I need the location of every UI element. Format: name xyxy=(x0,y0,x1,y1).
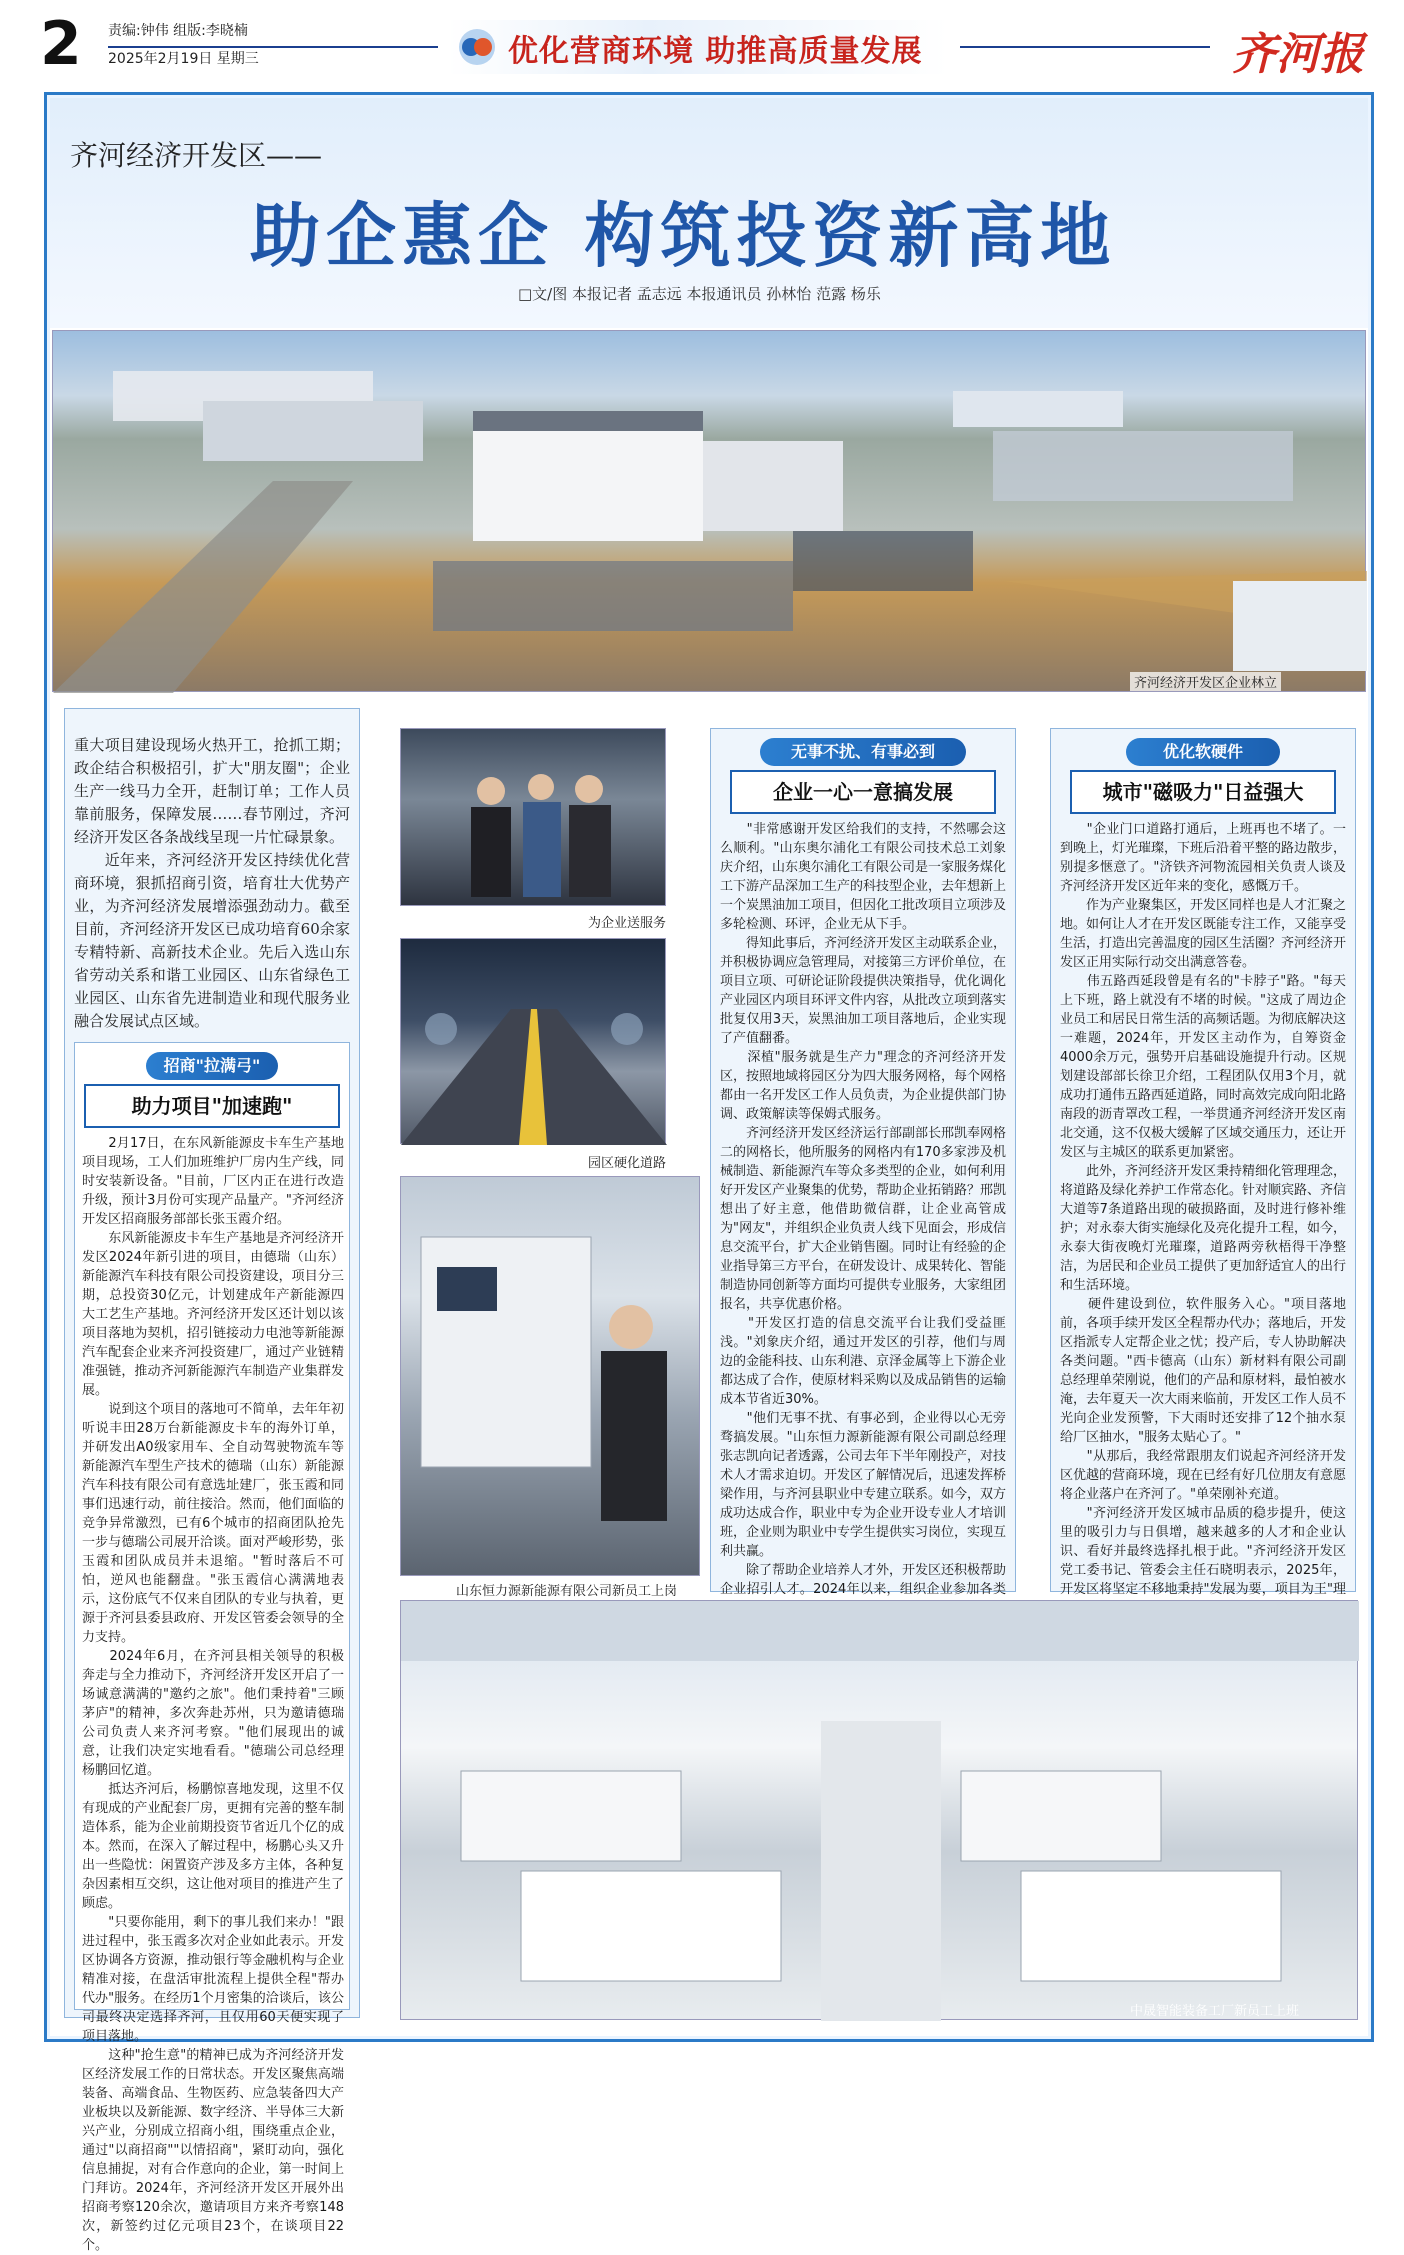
header-rule-right xyxy=(960,46,1210,48)
section2-body: "非常感谢开发区给我们的支持，不然哪会这么顺利。"山东奥尔浦化工有限公司技术总工刘象庆介绍，山东奥尔浦化工有限公司是一家服务煤化工下游产品深加工生产的科技型企业，去年想新上一个炭黑油加工项目，但因化工批改项目立项涉及多轮检测、环评，企业无从下手。 得知此事后，齐河经济开发区主动联系企业，并积极协调应急管理局，对接第三方评价单位，在项目立项、可研论证阶段提供决策指导，优化调化产业园区内项目环评文件内容，从批改立项到落实批复仅用3天，炭黑油加工项目落地后，企业实现了产值翻番。 深植"服务就是生产力"理念的齐河经济开发区，按照地域将园区分为四大服务网格，每个网格都由一名开发区工作人员负责，为企业提供部门协调、政策解读等保姆式服务。 齐河经济开发区经济运行部副部长邢凯奉网格二的网格长，他所服务的网格内有170多家涉及机械制造、新能源汽车等众多类型的企业，如何利用好开发区产业聚集的优势，帮助企业拓销路？邢凯想出了好主意，他借助微信群，让企业高管成为"网友"，并组织企业负责人线下见面会，形成信息交流平台，扩大企业销售圈。同时让有经验的企业指导第三方平台，在研发设计、成果转化、智能制造协同创新等方面均可提供专业服务，大家组团报名，共享优惠价格。 "开发区打造的信息交流平台让我们受益匪浅。"刘象庆介绍，通过开发区的引荐，他们与周边的金能科技、山东利港、京泽金属等上下游企业都达成了合作，使原材料采购以及成品销售的运输成本节省近30%。 "他们无事不扰、有事必到，企业得以心无旁骛搞发展。"山东恒力源新能源有限公司副总经理张志凯向记者透露，公司去年下半年刚投产，对技术人才需求迫切。开发区了解情况后，迅速发挥桥梁作用，与齐河县职业中专建立联系。如今，双方成功达成合作，职业中专为企业开设专业人才培训班，企业则为职业中专学生提供实习岗位，实现互利共赢。 除了帮助企业培养人才外，开发区还积极帮助企业招引人才。2024年以来，组织企业参加各类 xyxy=(720,822,1007,1597)
road-illustration xyxy=(401,939,667,1145)
newspaper-logo: 齐河报 xyxy=(1232,29,1364,80)
section2-title: 企业一心一意搞发展 xyxy=(730,770,996,814)
hero-caption: 齐河经济开发区企业林立 xyxy=(1130,672,1281,691)
factory-photo xyxy=(400,1600,1358,2020)
handshake-icon xyxy=(454,26,500,68)
article-byline: □文/图 本报记者 孟志远 本报通讯员 孙林怡 范露 杨乐 xyxy=(518,285,881,303)
section1-body: 2月17日，在东风新能源皮卡车生产基地项目现场，工人们加班维护厂房内生产线，同时安装新设备。"目前，厂区内正在进行改造升级，预计3月份可实现产品量产。"齐河经济开发区招商服务部部长张玉霞介绍。 东风新能源皮卡车生产基地是齐河经济开发区2024年新引进的项目，由德瑞（山东）新能源汽车科技有限公司投资建设，项目分三期，总投资30亿元，计划建成年产新能源四大工艺生产基地。齐河经济开发区还计划以该项目落地为契机，招引链接动力电池等新能源汽车配套企业来齐河投资建厂，通过产业链精准强链，推动齐河新能源汽车制造产业集群发展。 说到这个项目的落地可不简单，去年年初听说丰田28万台新能源皮卡车的海外订单，并研发出A0级家用车、全自动驾驶物流车等新能源汽车型生产技术的德瑞（山东）新能源汽车科技有限公司有意选址建厂，张玉霞和同事们迅速行动，前往接洽。然而，他们面临的竞争异常激烈，已有6个城市的招商团队抢先一步与德瑞公司展开洽谈。面对严峻形势，张玉霞和团队成员并未退缩。"暂时落后不可怕，逆风也能翻盘。"张玉霞信心满满地表示，这份底气不仅来自团队的专业与执着，更源于齐河县委县政府、开发区管委会领导的全力支持。 2024年6月，在齐河县相关领导的积极奔走与全力推动下，齐河经济开发区开启了一场诚意满满的"邀约之旅"。他们秉持着"三顾茅庐"的精神，多次奔赴苏州，只为邀请德瑞公司负责人来齐河考察。"他们展现出的诚意，让我们决定实地看看。"德瑞公司总经理杨鹏回忆道。 抵达齐河后，杨鹏惊喜地发现，这里不仅有现成的产业配套厂房，更拥有完善的整车制造体系，能为企业前期投资节省近几个亿的成本。然而，在深入了解过程中，杨鹏心头又升出一些隐忧：闲置资产涉及多方主体，各种复杂因素相互交织，这让他对项目的推进产生了顾虑。 "只要你能用，剩下的事儿我们来办！"跟进过程中，张玉霞多次对企业如此表示。开发区协调各方资源，推动银行等金融机构与企业精准对接，在盘活审批流程上提供全程"帮办代办"服务。在经历1个月密集的洽谈后，该公司最终决定选择齐河，且仅用60天便实现了项目落地。 这种"抢生意"的精神已成为齐河经济开发区经济发展工作的日常状态。开发区聚焦高端装备、高端食品、生物医药、应急装备四大产业板块以及新能源、数字经济、半导体三大新兴产业，分别成立招商小组，围绕重点企业，通过"以商招商""以情招商"，紧盯动向，强化信息捕捉，对有合作意向的企业，第一时间上门拜访。2024年，齐河经济开发区开展外出招商考察120余次，邀请项目方来齐考察148次，新签约过亿元项目23个，在谈项目22个。 xyxy=(82,1136,344,2253)
banner-title: 优化营商环境 助推高质量发展 xyxy=(508,34,923,69)
worker-photo xyxy=(400,1176,700,1576)
road-caption: 园区硬化道路 xyxy=(588,1156,667,1171)
section1-title: 助力项目"加速跑" xyxy=(84,1084,340,1128)
service-photo xyxy=(400,728,666,906)
worker-illustration xyxy=(401,1177,701,1577)
aerial-scene-illustration xyxy=(53,331,1367,693)
hero-aerial-photo xyxy=(52,330,1366,692)
issue-date: 2025年2月19日 星期三 xyxy=(108,51,259,67)
article-headline: 助企惠企 构筑投资新高地 xyxy=(250,195,1117,277)
road-photo xyxy=(400,938,666,1144)
section2-tag: 无事不扰、有事必到 xyxy=(760,738,966,766)
section1-tag: 招商"拉满弓" xyxy=(146,1052,278,1080)
factory-caption: 中晟智能装备工厂新员工上班 xyxy=(1130,2004,1300,2019)
service-caption: 为企业送服务 xyxy=(588,916,667,931)
lead-paragraph: 重大项目建设现场火热开工，抢抓工期；政企结合积极招引，扩大"朋友圈"；企业生产一线马力全开，赶制订单；工作人员靠前服务，保障发展……春节刚过，齐河经济开发区各条战线呈现一片忙碌景象。 近年来，齐河经济开发区持续优化营商环境，狠抓招商引资，培育壮大优势产业，为齐河经济发展增添强劲动力。截至目前，齐河经济开发区已成功培育60余家专精特新、高新技术企业。先后入选山东省劳动关系和谐工业园区、山东省绿色工业园区、山东省先进制造业和现代服务业融合发展试点区域。 xyxy=(74,736,350,1030)
section3-title: 城市"磁吸力"日益强大 xyxy=(1070,770,1336,814)
editors-line: 责编:钟伟 组版:李晓楠 xyxy=(108,23,248,39)
section3-body: "企业门口道路打通后，上班再也不堵了。一到晚上，灯光璀璨，下班后沿着平整的路边散步，别提多惬意了。"济铁齐河物流园相关负责人谈及齐河经济开发区近年来的变化，感慨万千。 作为产业聚集区，开发区同样也是人才汇聚之地。如何让人才在开发区既能专注工作，又能享受生活，打造出完善温度的园区生活圈？齐河经济开发区正用实际行动交出满意答卷。 伟五路西延段曾是有名的"卡脖子"路。"每天上下班，路上就没有不堵的时候。"这成了周边企业员工和居民日常生活的高频话题。为彻底解决这一难题，2024年，开发区主动作为，自筹资金4000余万元，强势开启基础设施提升行动。区规划建设部部长徐卫介绍，工程团队仅用3个月，就成功打通伟五路西延道路，同时高效完成向阳北路南段的沥青罩改工程，一举贯通齐河经济开发区南北交通，这不仅极大缓解了区域交通压力，还让开发区与主城区的联系更加紧密。 此外，齐河经济开发区秉持精细化管理理念，将道路及绿化养护工作常态化。针对顺宾路、齐信大道等7条道路出现的破损路面，及时进行修补维护；对永泰大街实施绿化及亮化提升工程，如今，永泰大街夜晚灯光璀璨，道路两旁秋梧得干净整洁，为居民和企业员工提供了更加舒适宜人的出行和生活环境。 硬件建设到位，软件服务入心。"项目落地前，各项手续开发区全程帮办代办；落地后，开发区指派专人定帮企业之忧；投产后，专人协助解决各类问题。"西卡德高（山东）新材料有限公司副总经理单荣刚说，他们的产品和原材料，最怕被水淹，去年夏天一次大雨来临前，开发区工作人员不光向企业发预警，下大雨时还安排了12个抽水泵给厂区抽水，"服务太贴心了。" "从那后，我经常跟朋友们说起齐河经济开发区优越的营商环境，现在已经有好几位朋友有意愿将企业落户在齐河了。"单荣刚补充道。 "齐河经济开发区城市品质的稳步提升，使这里的吸引力与日俱增，越来越多的人才和企业认识、看好并最终选择扎根于此。"齐河经济开发区党工委书记、管委会主任石晓明表示，2025年，开发区将坚定不移地秉持"发展为要，项目为王"理 xyxy=(1060,822,1347,1597)
page-number: 2 xyxy=(40,9,82,79)
factory-illustration xyxy=(401,1601,1359,2021)
people-illustration xyxy=(401,729,667,907)
section3-tag: 优化软硬件 xyxy=(1126,738,1280,766)
article-kicker: 齐河经济开发区—— xyxy=(70,139,323,172)
worker-caption: 山东恒力源新能源有限公司新员工上岗 xyxy=(456,1584,678,1599)
